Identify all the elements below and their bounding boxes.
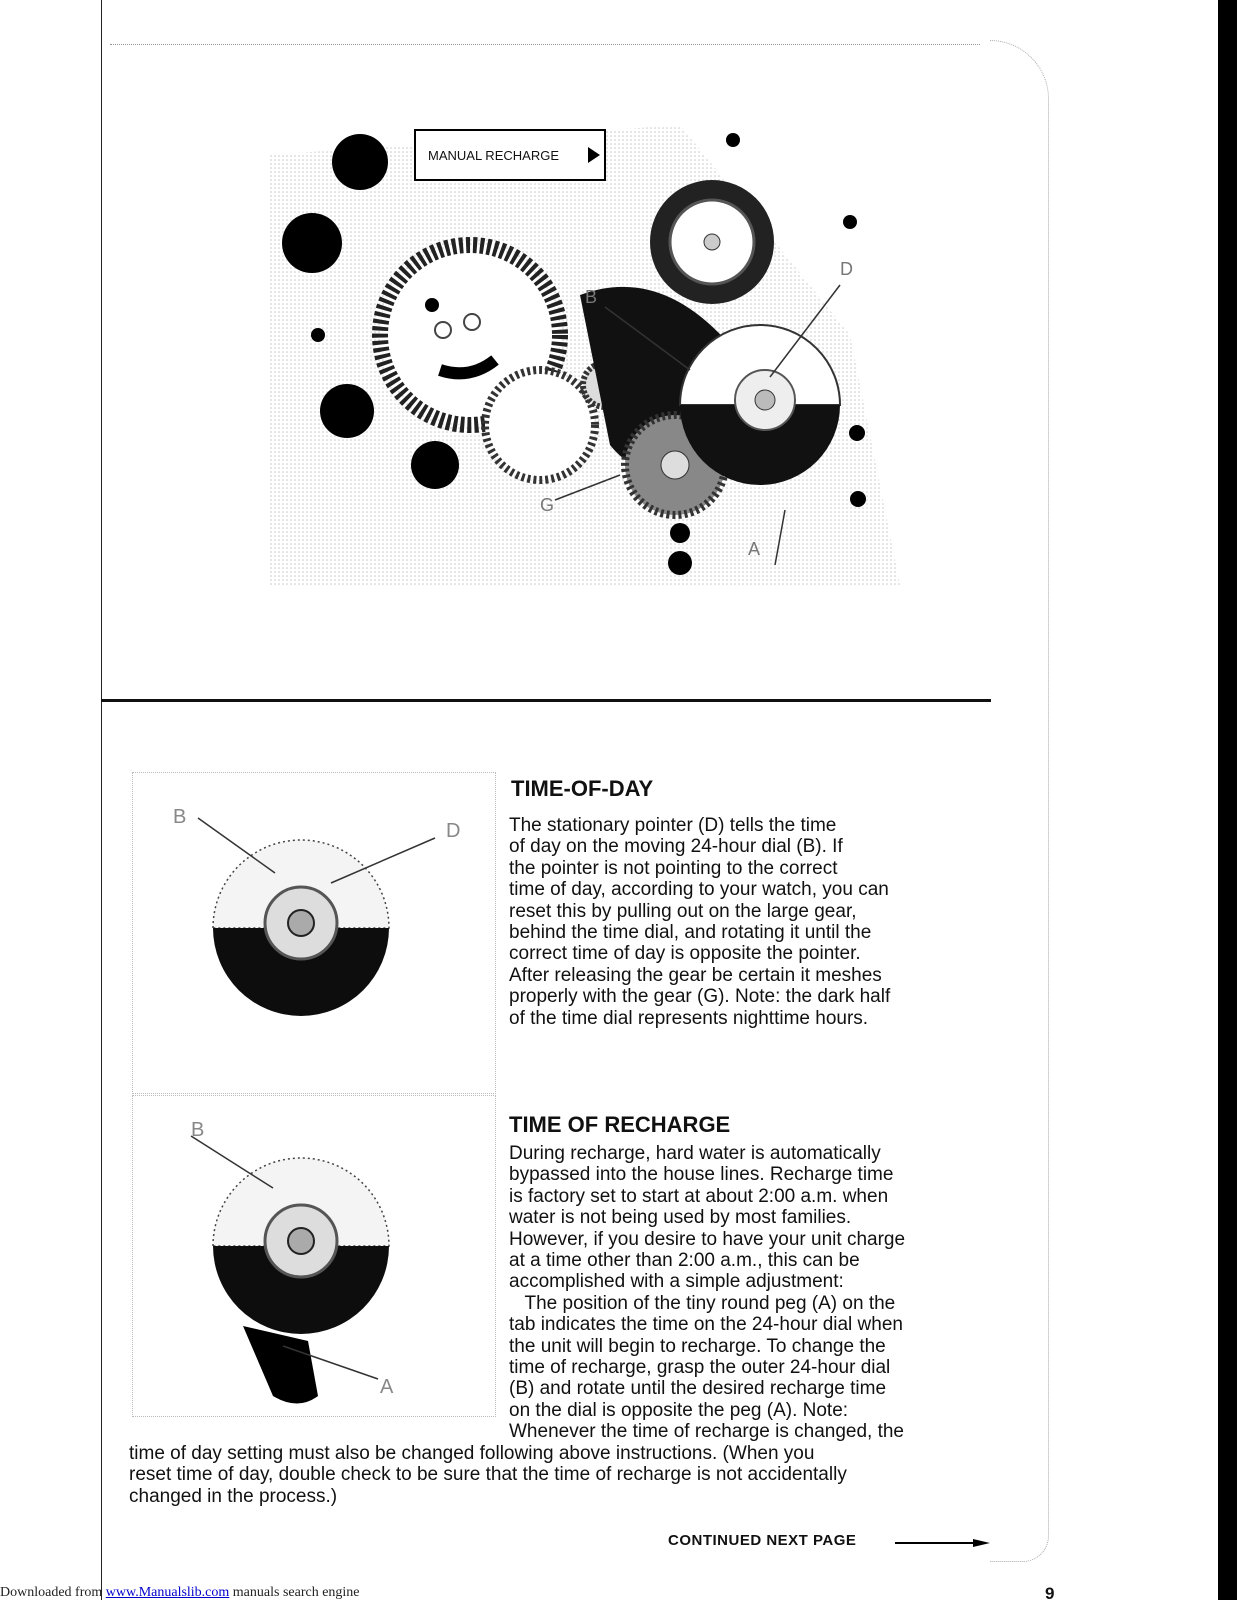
text-line: reset time of day, double check to be sure that the time of recharge is not accidentally: [129, 1464, 847, 1486]
figure-label-a: A: [380, 1376, 394, 1398]
continued-next-page: CONTINUED NEXT PAGE: [668, 1532, 857, 1549]
left-margin-rule: [101, 0, 102, 1600]
manual-recharge-sign-text: MANUAL RECHARGE: [428, 148, 559, 163]
text-line: correct time of day is opposite the pointer.: [509, 943, 861, 965]
page-frame-right: [990, 40, 1049, 1562]
text-line: accomplished with a simple adjustment:: [509, 1271, 844, 1293]
time-of-recharge-heading: TIME OF RECHARGE: [509, 1112, 731, 1137]
text-line: Whenever the time of recharge is changed, the: [509, 1421, 905, 1443]
text-line: The position of the tiny round peg (A) on the: [509, 1292, 896, 1314]
time-of-recharge-dial-illustration: [133, 1096, 495, 1416]
text-line: of the time dial represents nighttime hours.: [509, 1007, 869, 1029]
callout-label-b: B: [585, 287, 598, 307]
time-of-recharge-figure: [132, 1095, 496, 1417]
text-line: the pointer is not pointing to the correct: [509, 857, 838, 879]
text-line: at a time other than 2:00 a.m., this can be: [509, 1250, 860, 1272]
text-line: bypassed into the house lines. Recharge time: [509, 1164, 894, 1186]
text-line: water is not being used by most families.: [509, 1207, 852, 1229]
text-line: on the dial is opposite the peg (A). Note:: [509, 1399, 849, 1421]
download-footer: [0, 1585, 360, 1601]
text-line: tab indicates the time on the 24-hour dial when: [509, 1314, 903, 1336]
figure-label-d: D: [446, 820, 461, 842]
time-of-day-heading: TIME-OF-DAY: [511, 776, 654, 801]
text-line: behind the time dial, and rotating it until the: [509, 922, 872, 944]
figure-label-b: B: [173, 806, 187, 828]
continued-arrow-icon: [895, 1539, 990, 1547]
section-divider: [101, 699, 991, 702]
text-line: reset this by pulling out on the large gear,: [509, 900, 857, 922]
time-of-day-body: [509, 815, 890, 1029]
text-line: time of day, according to your watch, you can: [509, 879, 889, 901]
page-frame-top: [110, 44, 980, 45]
time-of-recharge-body: [509, 1143, 905, 1443]
text-line: properly with the gear (G). Note: the dark half: [509, 986, 891, 1008]
callout-label-g: G: [540, 495, 555, 515]
footer-prefix: Downloaded from: [0, 1585, 106, 1600]
page-number: 9: [1045, 1584, 1055, 1603]
time-of-day-figure: [132, 772, 496, 1094]
figure-label-b-recharge: B: [191, 1119, 205, 1141]
text-line: of day on the moving 24-hour dial (B). If: [509, 836, 843, 858]
callout-label-a: A: [748, 539, 761, 559]
text-line: The stationary pointer (D) tells the time: [509, 815, 837, 836]
timer-mechanism-illustration: [210, 115, 900, 595]
callout-label-d: D: [840, 259, 853, 279]
text-line: After releasing the gear be certain it meshes: [509, 964, 882, 986]
time-of-recharge-body-wide: [129, 1443, 847, 1507]
time-of-day-dial-illustration: [133, 773, 495, 1093]
timer-mechanism-photo: [210, 115, 900, 595]
text-line: is factory set to start at about 2:00 a.m. when: [509, 1185, 889, 1207]
text-line: changed in the process.): [129, 1485, 338, 1507]
text-line: time of recharge, grasp the outer 24-hour dial: [509, 1357, 891, 1379]
text-line: time of day setting must also be changed following above instructions. (When you: [129, 1443, 815, 1464]
text-line: However, if you desire to have your unit charge: [509, 1228, 906, 1250]
text-line: During recharge, hard water is automatically: [509, 1143, 881, 1164]
text-line: the unit will begin to recharge. To change the: [509, 1335, 886, 1357]
text-line: (B) and rotate until the desired recharge time: [509, 1378, 887, 1400]
right-edge-bar: [1218, 0, 1237, 1600]
manualslib-link[interactable]: www.Manualslib.com: [105, 1585, 230, 1600]
footer-suffix: manuals search engine: [229, 1585, 360, 1600]
